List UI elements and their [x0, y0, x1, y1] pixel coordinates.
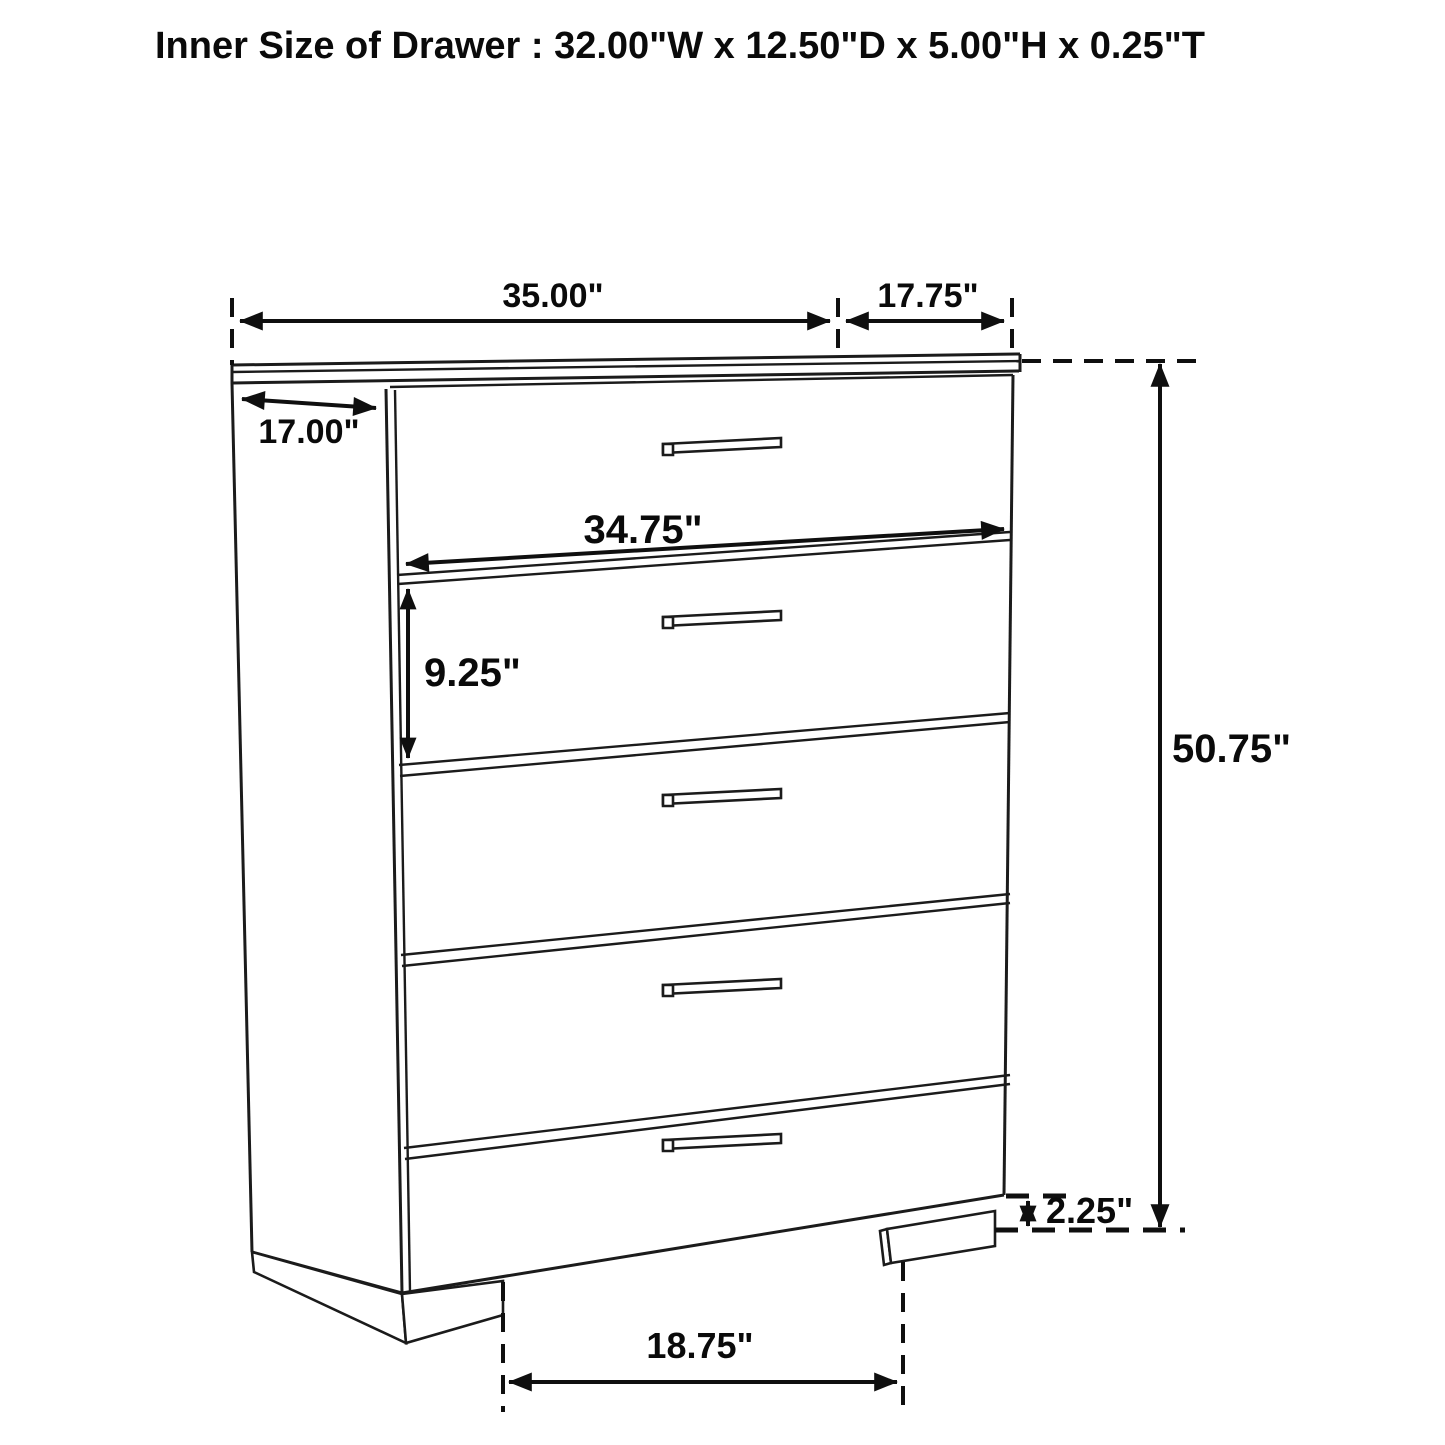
dimension-top-width — [232, 277, 1012, 365]
dimension-leg-spacing — [503, 1262, 903, 1412]
front-left-corner-outer — [386, 389, 402, 1293]
dimension-drawer-height — [408, 589, 521, 758]
right-leg-front-face — [887, 1211, 995, 1263]
drawer-4-handle — [663, 979, 781, 996]
divider-2-bottom — [400, 722, 1010, 776]
dim-label-side-depth: 17.00" — [258, 413, 360, 451]
diagram-title: Inner Size of Drawer : 32.00"W x 12.50"D x 5.00"H x 0.25"T — [155, 25, 1205, 67]
divider-2-top — [399, 713, 1010, 765]
drawer-1-handle — [663, 438, 781, 455]
left-leg-side-face — [252, 1252, 406, 1343]
dim-line-17 — [242, 399, 376, 408]
divider-3-bottom — [402, 903, 1010, 966]
divider-1-top — [397, 532, 1010, 575]
dim-label-overall-height: 50.75" — [1172, 727, 1292, 771]
side-panel-left-edge — [232, 383, 252, 1252]
dim-label-leg-spacing: 18.75" — [646, 1325, 754, 1366]
dim-label-top-width: 35.00" — [502, 277, 604, 315]
front-right-edge — [1004, 375, 1013, 1195]
drawer-5-handle — [663, 1134, 781, 1151]
divider-3-top — [401, 894, 1010, 955]
front-left-corner-inner — [395, 390, 410, 1292]
drawer-dividers — [397, 532, 1010, 1159]
dimension-leg-height — [995, 1190, 1185, 1231]
dimension-side-depth — [242, 399, 376, 451]
dimension-overall-height — [1022, 361, 1291, 1227]
dim-label-drawer-height: 9.25" — [424, 651, 521, 695]
dim-label-leg-height: 2.25" — [1046, 1190, 1134, 1231]
drawer-2-handle — [663, 611, 781, 628]
dim-label-top-depth-right: 17.75" — [877, 277, 979, 315]
legs — [252, 1211, 995, 1343]
drawer-3-handle — [663, 789, 781, 806]
dim-label-drawer-width: 34.75" — [583, 508, 703, 552]
dimension-drawer-width — [406, 508, 1004, 564]
cabinet-outline — [232, 354, 1020, 1293]
